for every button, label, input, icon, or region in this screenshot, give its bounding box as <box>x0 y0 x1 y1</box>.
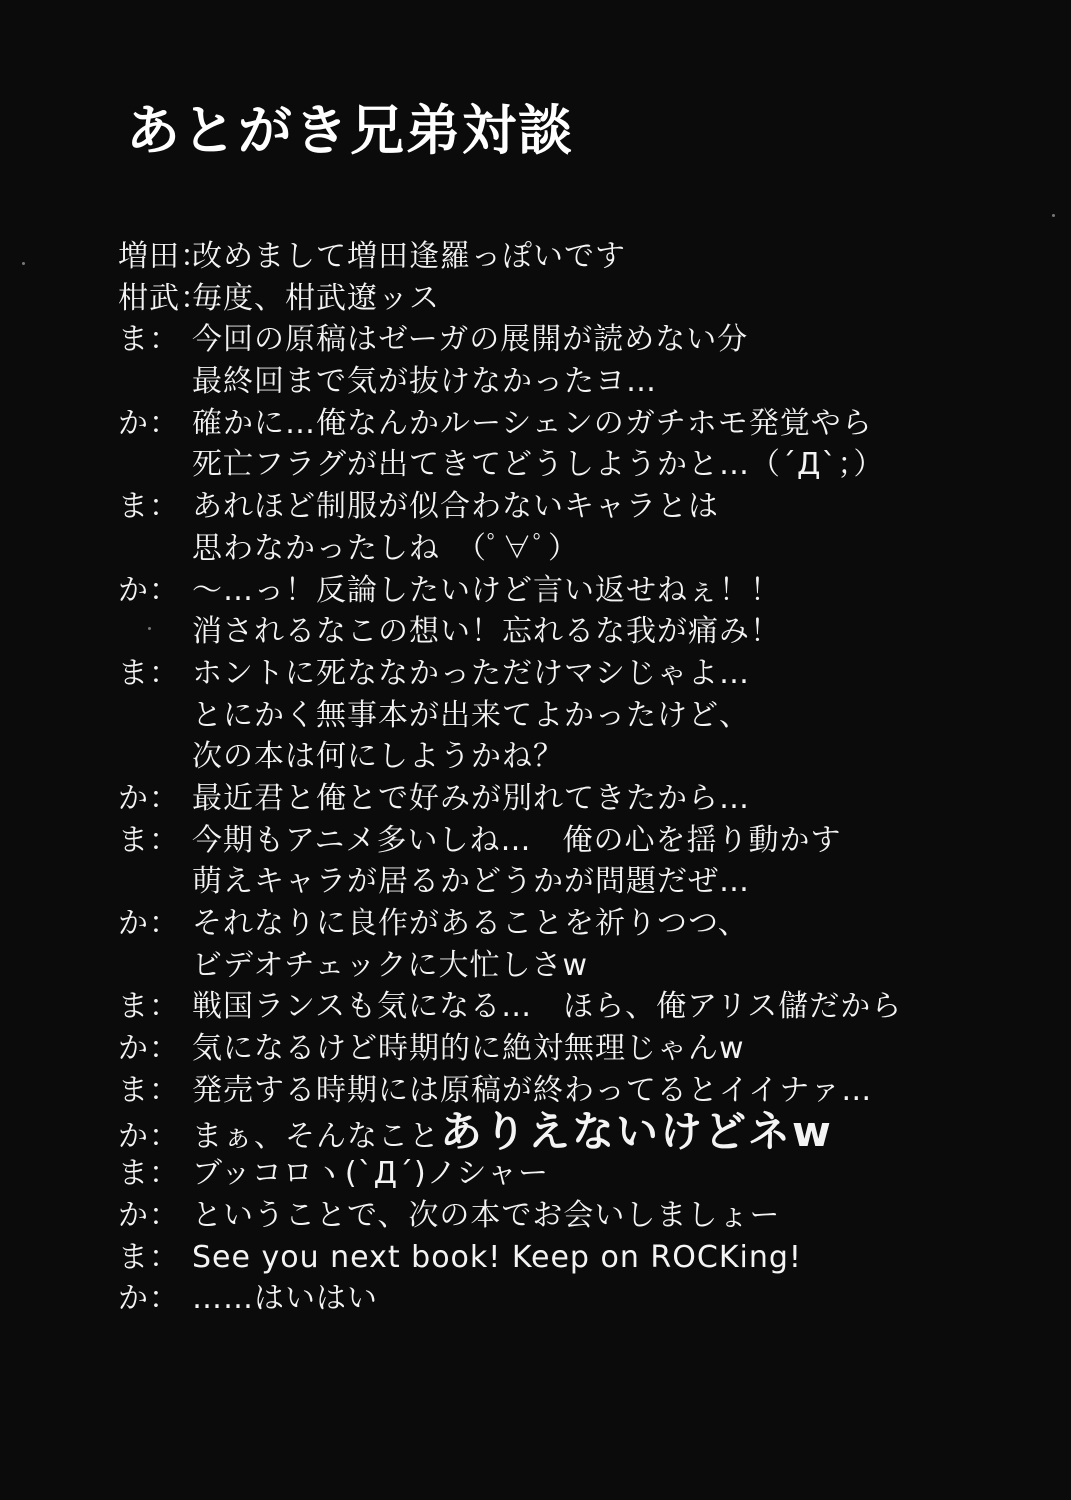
dialogue-text: See you next book! Keep on ROCKing! <box>192 1239 802 1275</box>
speaker-label: か： <box>118 572 180 608</box>
dialogue-line <box>118 403 1018 445</box>
scan-speck <box>22 262 25 265</box>
dialogue-text: ホントに死ななかっただけマシじゃよ… <box>192 655 750 691</box>
dialogue-text: 戦国ランスも気になる… ほら、俺アリス儲だから <box>192 989 903 1025</box>
speaker-label: ま： <box>118 655 180 691</box>
dialogue-text: 〜…っ！反論したいけど言い返せねぇ！！ <box>192 572 781 608</box>
speaker-label: か： <box>118 1197 180 1233</box>
speaker-label: ま： <box>118 489 180 525</box>
dialogue-text: 最終回まで気が抜けなかったヨ… <box>192 364 657 400</box>
dialogue-text: 気になるけど時期的に絶対無理じゃんw <box>192 1031 745 1067</box>
speaker-label: ま： <box>118 1072 180 1108</box>
dialogue-text: 今期もアニメ多いしね… 俺の心を揺り動かす <box>192 822 842 858</box>
dialogue-text: 発売する時期には原稿が終わってるとイイナァ… <box>192 1072 873 1108</box>
dialogue-line <box>118 1107 1018 1157</box>
speaker-label: か： <box>118 1281 180 1317</box>
dialogue-text: 次の本は何にしようかね？ <box>192 739 564 775</box>
dialogue-line <box>118 486 1018 528</box>
dialogue-line <box>118 778 1018 820</box>
dialogue-line <box>118 444 1018 486</box>
emphasized-text: ありえないけどネw <box>440 1107 833 1157</box>
dialogue-line <box>118 278 1018 320</box>
dialogue-line <box>118 1070 1018 1112</box>
speaker-label: か： <box>118 405 180 441</box>
dialogue-line <box>118 945 1018 987</box>
dialogue-text: 今回の原稿はゼーガの展開が読めない分 <box>192 322 749 358</box>
speaker-label: 増田： <box>118 239 211 274</box>
dialogue-line <box>118 820 1018 862</box>
dialogue-line <box>118 570 1018 612</box>
speaker-label: か： <box>118 1031 180 1067</box>
dialogue-text: 萌えキャラが居るかどうかが問題だぜ… <box>192 864 750 900</box>
dialogue-text: 改めまして増田逢羅っぽいです <box>192 239 626 274</box>
page-title: あとがき兄弟対談 <box>126 99 574 162</box>
dialogue-text: ビデオチェックに大忙しさw <box>192 947 589 983</box>
dialogue-text: まぁ、そんなこと <box>192 1119 440 1155</box>
dialogue-text: ……はいはい <box>192 1281 378 1317</box>
speaker-label: ま： <box>118 322 180 358</box>
speaker-label: 柑武： <box>118 280 211 316</box>
scan-speck <box>1052 214 1055 217</box>
dialogue-text: ということで、次の本でお会いしましょー <box>192 1197 781 1233</box>
dialogue-text: あれほど制服が似合わないキャラとは <box>192 489 719 525</box>
speaker-label: ま： <box>118 1156 180 1192</box>
speaker-label: か： <box>118 780 180 816</box>
dialogue-text: 確かに…俺なんかルーシェンのガチホモ発覚やら <box>192 405 873 441</box>
dialogue-text: とにかく無事本が出来てよかったけど、 <box>192 697 750 733</box>
dialogue-text: それなりに良作があることを祈りつつ、 <box>192 906 749 941</box>
dialogue-line <box>118 611 1018 653</box>
dialogue-line <box>118 1028 1018 1070</box>
dialogue-line <box>118 1278 1018 1320</box>
dialogue-line <box>118 361 1018 403</box>
dialogue-line <box>118 319 1018 361</box>
dialogue-line <box>118 653 1018 695</box>
dialogue-line <box>118 1237 1018 1279</box>
dialogue-line <box>118 528 1018 570</box>
speaker-label: か： <box>118 906 180 941</box>
dialogue-text: ブッコロヽ(`Д´)ノシャー <box>192 1156 549 1192</box>
speaker-label: ま： <box>118 989 180 1025</box>
speaker-label: ま： <box>118 1239 180 1275</box>
dialogue-line <box>118 736 1018 778</box>
dialogue-line <box>118 903 1018 945</box>
dialogue-line <box>118 236 1018 278</box>
dialogue-line <box>118 1195 1018 1237</box>
speaker-label: ま： <box>118 822 180 858</box>
dialogue-line <box>118 1153 1018 1195</box>
dialogue-line <box>118 695 1018 737</box>
dialogue-text: 最近君と俺とで好みが別れてきたから… <box>192 780 750 816</box>
dialogue-block <box>118 236 1018 1320</box>
dialogue-text: 消されるなこの想い！忘れるな我が痛み！ <box>192 614 781 650</box>
dialogue-line <box>118 861 1018 903</box>
dialogue-text: 死亡フラグが出てきてどうしようかと…（´Д`；） <box>192 447 885 483</box>
dialogue-line <box>118 986 1018 1028</box>
dialogue-text: 毎度、柑武遼ッス <box>192 280 440 316</box>
speaker-label: か： <box>118 1119 180 1155</box>
dialogue-text: 思わなかったしね （ﾟ∀ﾟ） <box>192 530 579 566</box>
scan-speck <box>148 627 151 630</box>
